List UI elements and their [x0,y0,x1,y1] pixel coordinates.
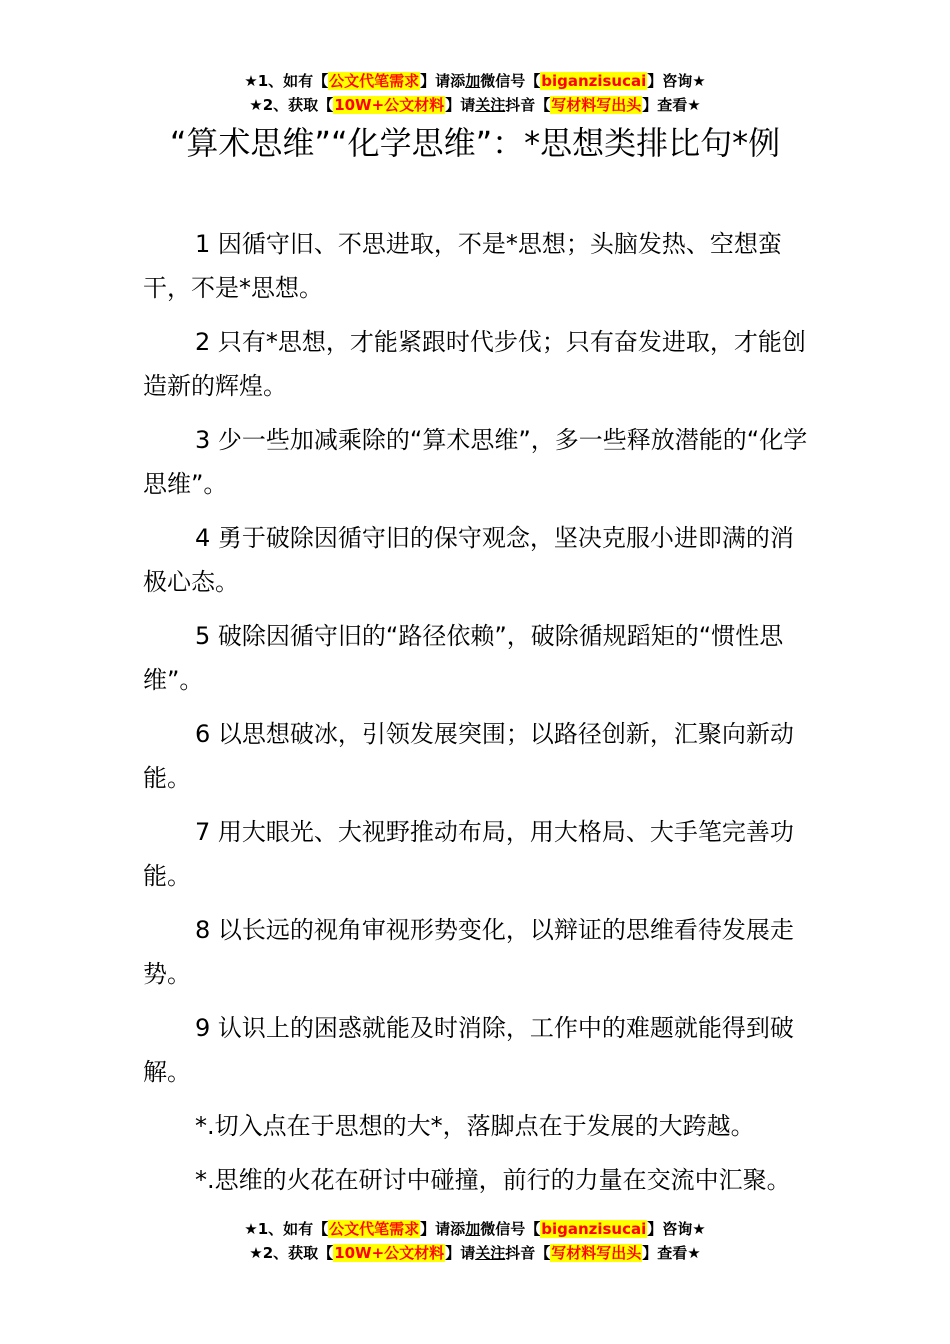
banner-text: 加 [465,72,481,90]
paragraph-9: 9 认识上的困惑就能及时消除，工作中的难题就能得到破解。 [143,1014,794,1086]
highlight-service: 公文代笔需求 [329,1220,420,1238]
banner-text: 】查看★ [642,1244,701,1262]
banner-text: 抖音【 [505,1244,551,1262]
highlight-douyin: 写材料写出头 [551,1244,642,1262]
banner-text: 加 [465,1220,481,1238]
banner-text: 】查看★ [642,96,701,114]
highlight-service: 公文代笔需求 [329,72,420,90]
highlight-materials: 10W+公文材料 [334,1244,445,1262]
header-banner [0,69,950,117]
paragraph-6: 6 以思想破冰，引领发展突围；以路径创新，汇聚向新动能。 [143,720,794,792]
banner-text: 】请添 [420,1220,466,1238]
banner-text: 微信号【 [480,1220,541,1238]
banner-line-1 [0,69,950,93]
banner-text: ★1、如有【 [244,1220,329,1238]
highlight-wechat-id: biganzisucai [541,72,647,90]
footer-banner [0,1217,950,1265]
banner-line-2 [0,1241,950,1265]
banner-text: ★2、获取【 [249,1244,334,1262]
paragraph-11: *.思维的火花在研讨中碰撞，前行的力量在交流中汇聚。 [195,1166,791,1194]
banner-line-2 [0,93,950,117]
paragraph-1: 1 因循守旧、不思进取，不是*思想；头脑发热、空想蛮干，不是*思想。 [143,230,782,302]
paragraph-4: 4 勇于破除因循守旧的保守观念，坚决克服小进即满的消极心态。 [143,524,794,596]
paragraph-8: 8 以长远的视角审视形势变化，以辩证的思维看待发展走势。 [143,916,794,988]
paragraph-5: 5 破除因循守旧的“路径依赖”，破除循规蹈矩的“惯性思维”。 [143,622,784,694]
banner-text: 】请 [445,1244,476,1262]
paragraph-2: 2 只有*思想，才能紧跟时代步伐；只有奋发进取，才能创造新的辉煌。 [143,328,806,400]
banner-text: 】请添 [420,72,466,90]
banner-text: ★2、获取【 [249,96,334,114]
banner-text: 】请 [445,96,476,114]
banner-text: ★1、如有【 [244,72,329,90]
highlight-douyin: 写材料写出头 [551,96,642,114]
highlight-materials: 10W+公文材料 [334,96,445,114]
paragraph-7: 7 用大眼光、大视野推动布局，用大格局、大手笔完善功能。 [143,818,794,890]
banner-text: 抖音【 [505,96,551,114]
banner-text: 微信号【 [480,72,541,90]
banner-text: 关注 [475,96,506,114]
document-title: “算术思维”“化学思维”：*思想类排比句*例 [169,124,781,162]
document-body [143,222,811,1212]
banner-text: 】咨询★ [647,72,706,90]
paragraph-10: *.切入点在于思想的大*，落脚点在于发展的大跨越。 [195,1112,755,1140]
banner-text: 】咨询★ [647,1220,706,1238]
banner-text: 关注 [475,1244,506,1262]
highlight-wechat-id: biganzisucai [541,1220,647,1238]
banner-line-1 [0,1217,950,1241]
paragraph-3: 3 少一些加减乘除的“算术思维”，多一些释放潜能的“化学思维”。 [143,426,808,498]
